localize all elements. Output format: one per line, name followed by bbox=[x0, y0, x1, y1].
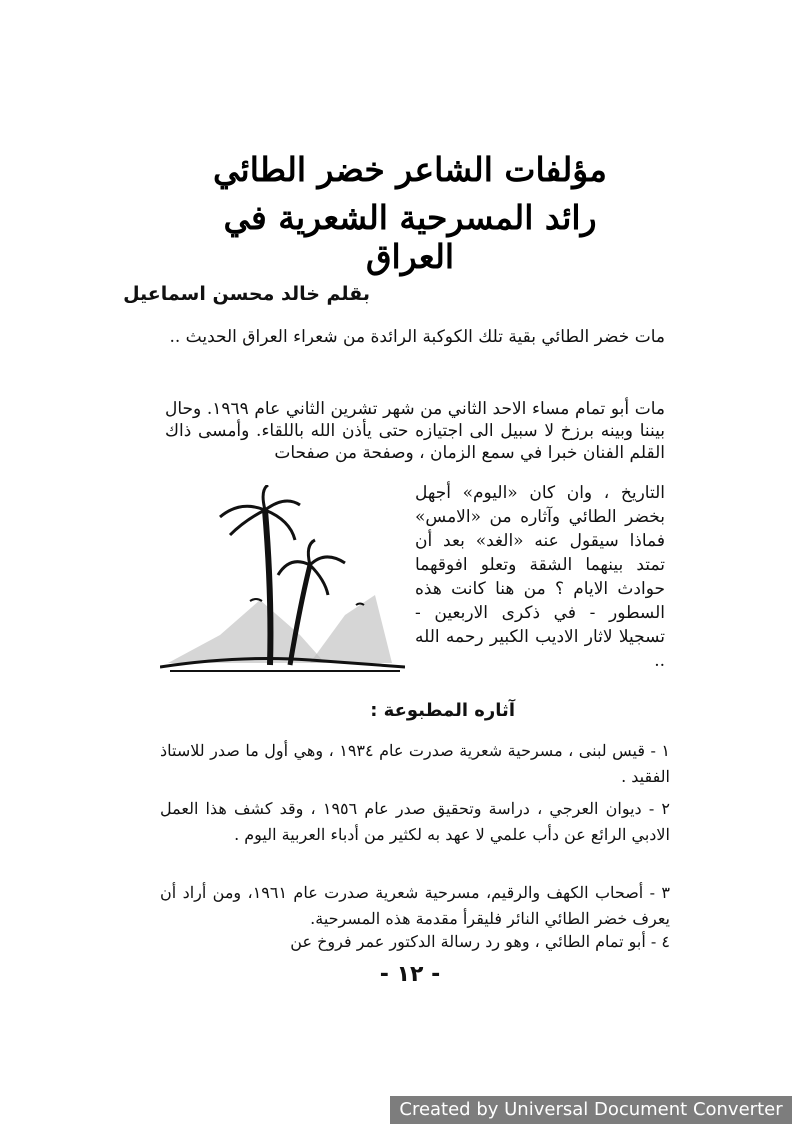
paragraph-3: التاريخ ، وان كان «اليوم» أجهل بخضر الطائي وآثاره من «الامس» فماذا سيقول عنه «الغد» بعد أن تمتد بينهما الشقة وتعلو افوقهما حوادث الايام ؟ من هنا كانت هذه السطور - في ذكرى الاربعين - تسجيلا لاثار الاديب الكبير رحمه الله .. bbox=[415, 483, 665, 671]
title-line-2: رائد المسرحية الشعرية في العراق bbox=[223, 198, 597, 276]
works-item-2: ٢ - ديوان العرجي ، دراسة وتحقيق صدر عام ١٩٥٦ ، وقد كشف هذا العمل الادبي الرائع عن دأب علمي لا عهد به لكثير من أدباء العربية اليوم . bbox=[160, 799, 670, 844]
works-item-3: ٣ - أصحاب الكهف والرقيم، مسرحية شعرية صدرت عام ١٩٦١، ومن أراد أن يعرف خضر الطائي النائر فليقرأ مقدمة هذه المسرحية. bbox=[160, 883, 670, 928]
paragraph-1: مات خضر الطائي بقية تلك الكوكبة الرائدة من شعراء العراق الحديث .. bbox=[169, 327, 665, 347]
paragraph-2: مات أبو تمام مساء الاحد الثاني من شهر تشرين الثاني عام ١٩٦٩. وحال بيننا وبينه برزخ لا سبيل الى اجتيازه حتى يأذن الله باللقاء. وأمسى ذاك القلم الفنان خبرا في سمع الزمان ، وصفحة من صفحات bbox=[165, 399, 666, 463]
title-line-1: مؤلفات الشاعر خضر الطائي bbox=[213, 150, 607, 189]
works-item-4: ٤ - أبو تمام الطائي ، وهو رد رسالة الدكتور عمر فروخ عن bbox=[290, 932, 670, 951]
works-heading: آثاره المطبوعة : bbox=[370, 700, 515, 721]
byline: بقلم خالد محسن اسماعيل bbox=[123, 283, 370, 305]
palm-tree-illustration bbox=[160, 485, 405, 675]
page-number: - ١٢ - bbox=[379, 962, 441, 987]
works-item-1: ١ - قيس لبنى ، مسرحية شعرية صدرت عام ١٩٣٤ ، وهي أول ما صدر للاستاذ الفقيد . bbox=[160, 741, 670, 786]
converter-watermark: Created by Universal Document Converter bbox=[390, 1096, 792, 1124]
